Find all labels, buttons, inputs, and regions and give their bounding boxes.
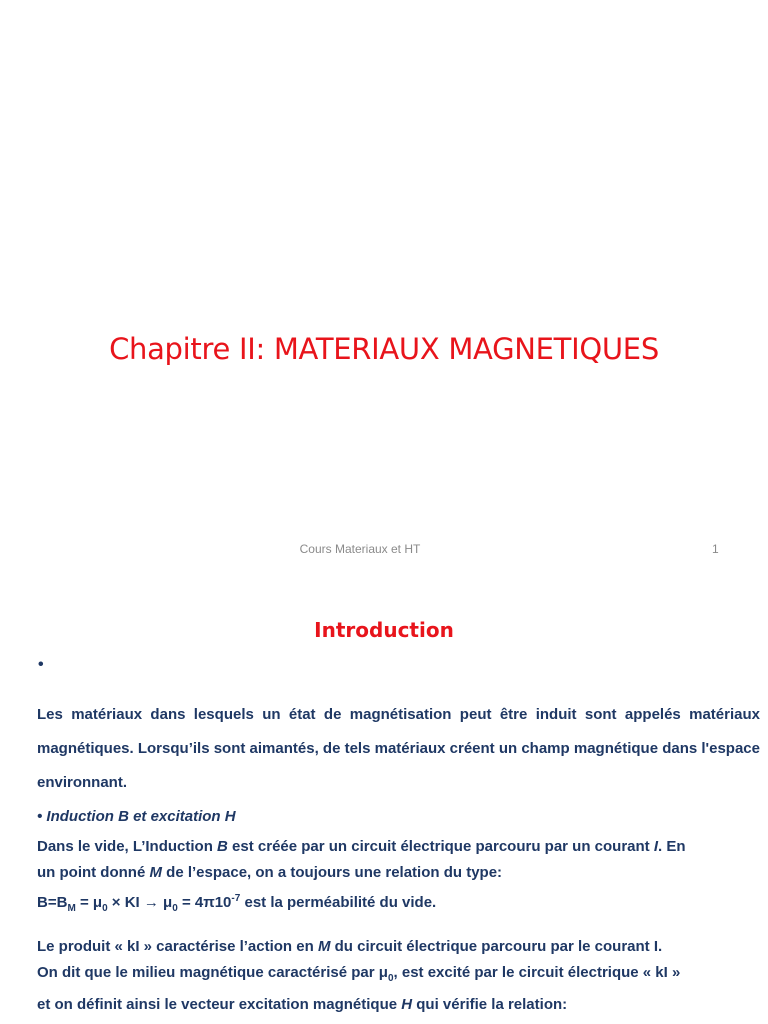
text-line: Le produit « kI » caractérise l’action en M du circuit électrique parcouru par le courant I. bbox=[37, 938, 663, 955]
product-ki-text bbox=[37, 934, 760, 1018]
chapter-title: Chapitre II: MATERIAUX MAGNETIQUES bbox=[109, 332, 659, 366]
vacuum-induction-text bbox=[37, 834, 760, 922]
text-line: et on définit ainsi le vecteur excitation magnétique H qui vérifie la relation: bbox=[37, 996, 568, 1013]
empty-bullet: • bbox=[38, 656, 44, 673]
intro-paragraph: Les matériaux dans lesquels un état de magnétisation peut être induit sont appelés matériaux magnétiques. Lorsqu’ils sont aimantés, de tels matériaux créent un champ magnétique dans l'espace environnant. bbox=[37, 706, 760, 791]
text-line: Dans le vide, L’Induction B est créée par un circuit électrique parcouru par un courant I. En bbox=[37, 838, 686, 855]
text-line: un point donné M de l’espace, on a toujours une relation du type: bbox=[37, 864, 503, 881]
page-number: 1 bbox=[712, 542, 719, 556]
slide-footer: Cours Materiaux et HT bbox=[299, 542, 421, 556]
formula-line: $B=B_M = \mu_0$ × KI → $\mu_0 = 4\pi 10^{-7}$ est la perméabilité du vide. bbox=[37, 893, 437, 914]
section-heading: Introduction bbox=[314, 618, 454, 642]
slide-introduction bbox=[0, 572, 768, 1024]
subheading-induction: • Induction B et excitation H bbox=[37, 808, 236, 825]
text-line: On dit que le milieu magnétique caractérisé par $\mu_0$, est excité par le circuit électrique « kI » bbox=[37, 964, 681, 984]
